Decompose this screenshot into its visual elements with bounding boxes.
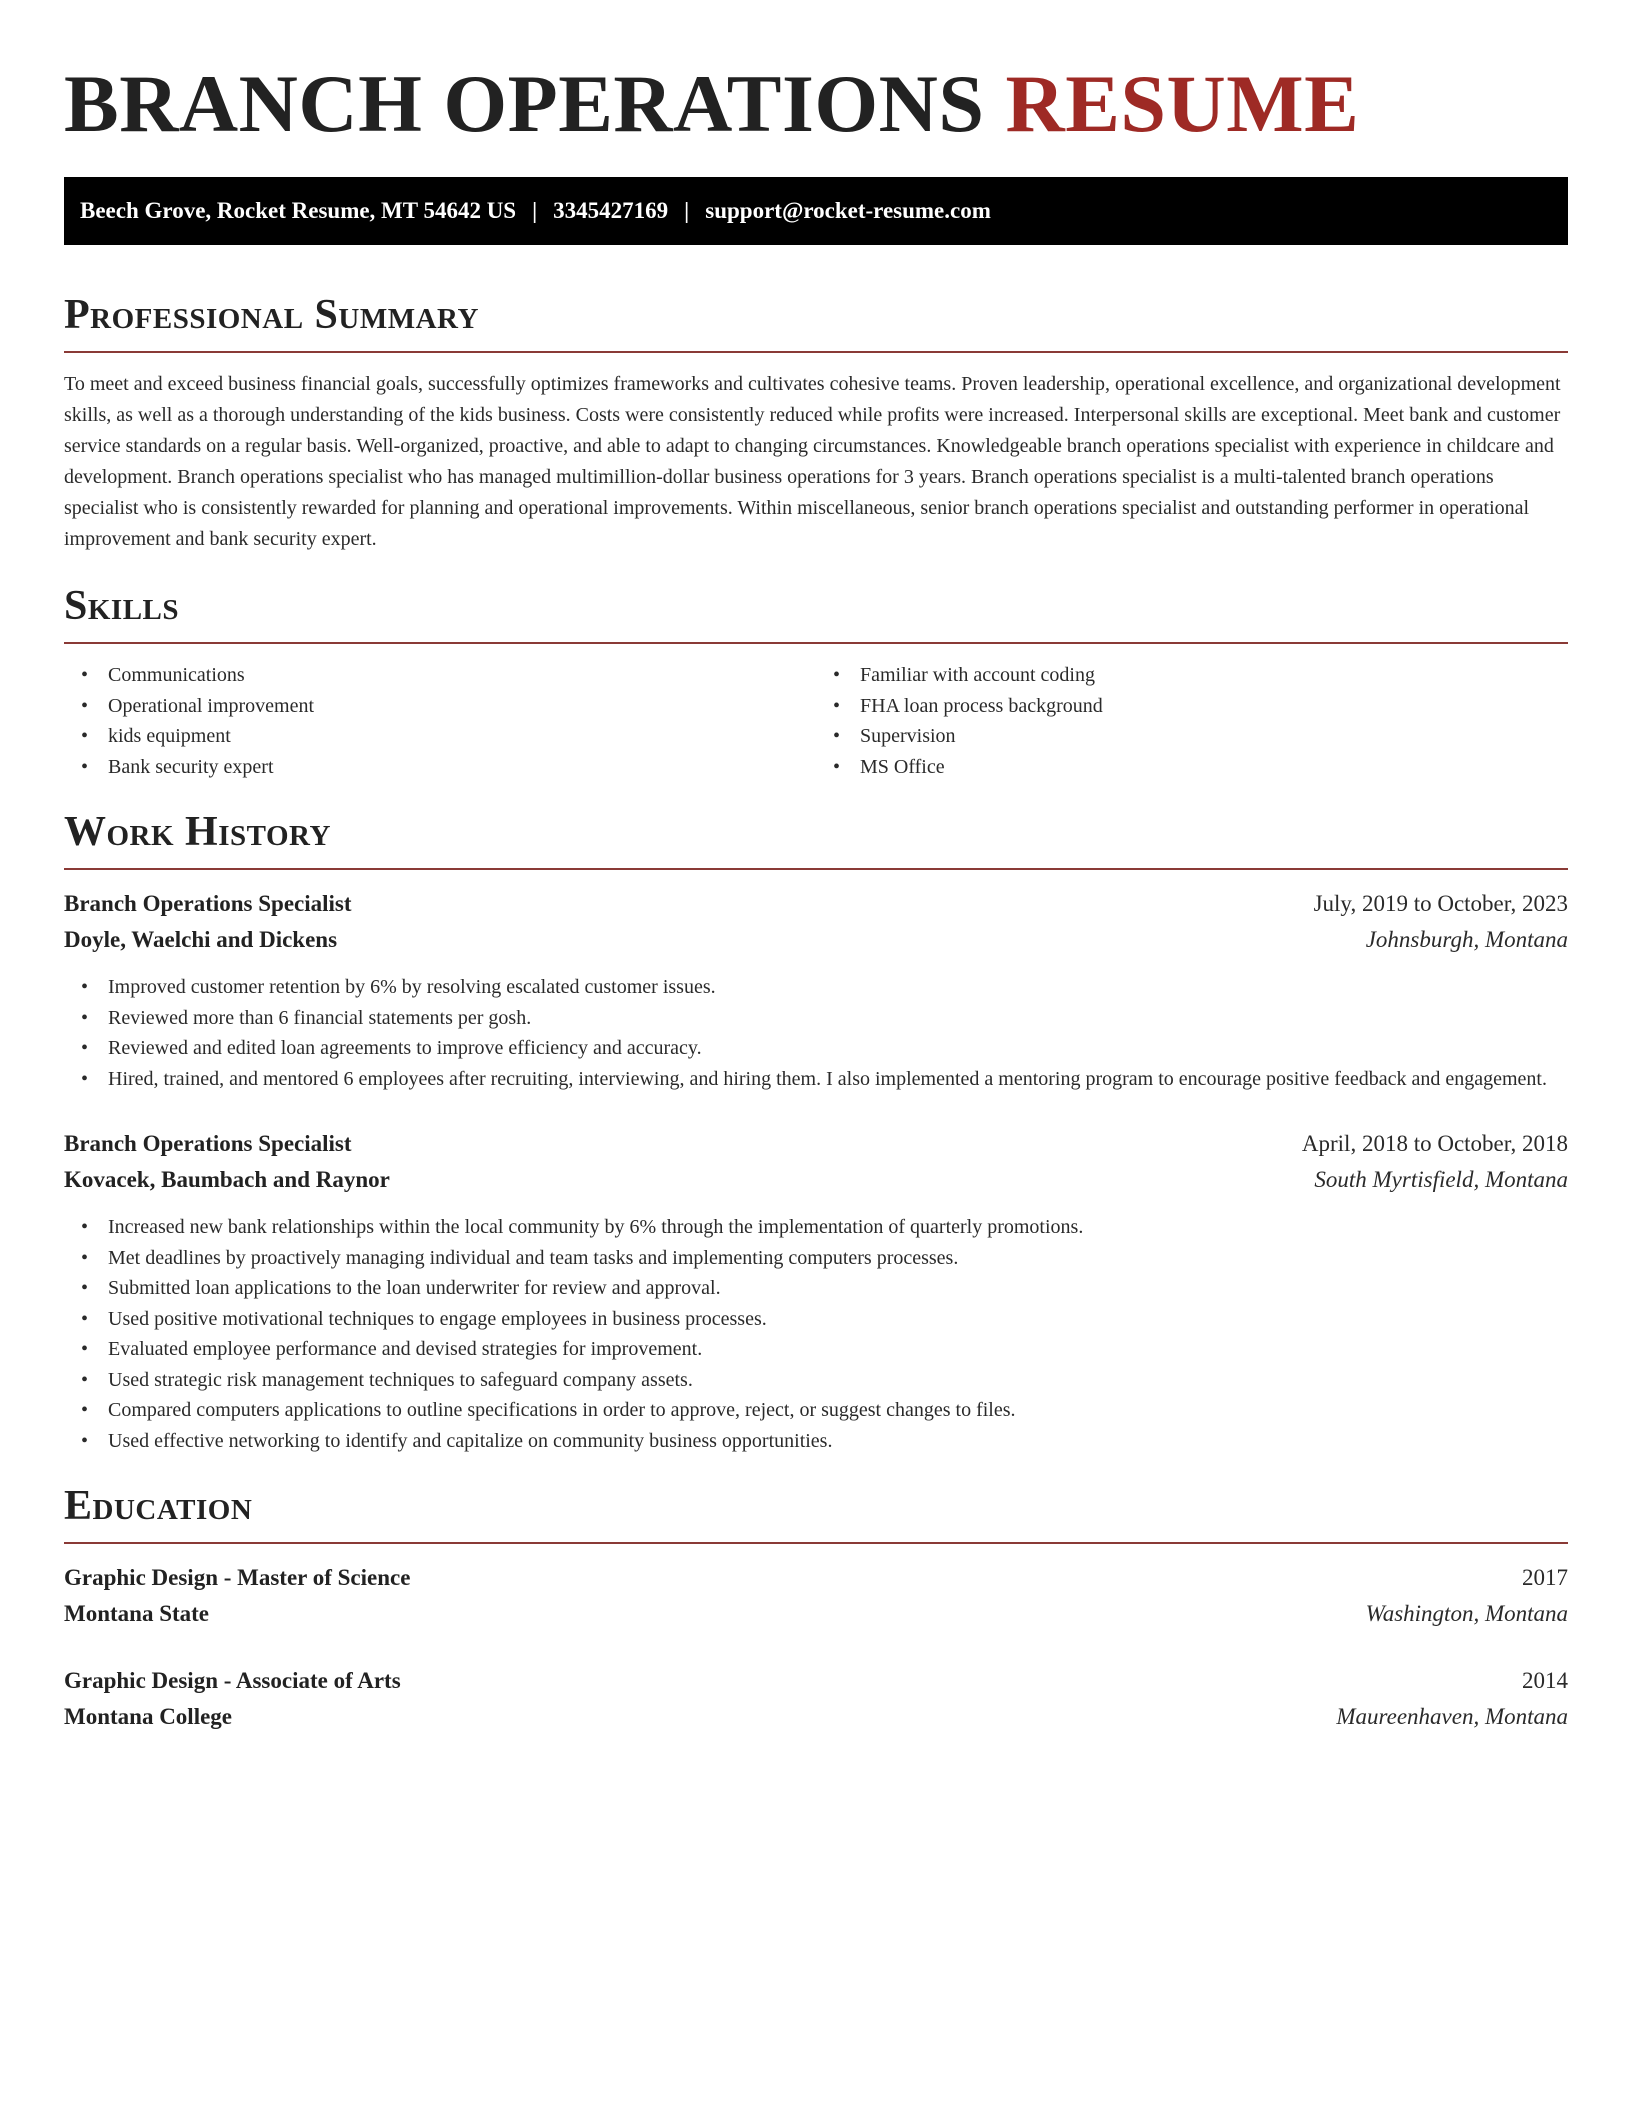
contact-bar xyxy=(64,177,1568,245)
skill-item: • Operational improvement xyxy=(108,691,816,722)
skills-section xyxy=(64,582,1568,782)
skills-column-right xyxy=(816,660,1568,782)
education-school-row xyxy=(64,1699,1568,1735)
skill-item: • Bank security expert xyxy=(108,752,816,783)
education-school-row xyxy=(64,1596,1568,1632)
skill-item: • Familiar with account coding xyxy=(860,660,1568,691)
title-main: BRANCH OPERATIONS xyxy=(64,58,985,149)
job-bullet: • Used strategic risk management techniques to safeguard company assets. xyxy=(108,1365,1568,1396)
job-location: Johnsburgh, Montana xyxy=(1365,927,1568,952)
education-year: 2017 xyxy=(1522,1565,1568,1590)
section-divider xyxy=(64,868,1568,870)
work-history-section xyxy=(64,808,1568,1456)
education-header-row xyxy=(64,1560,1568,1596)
job-title: Branch Operations Specialist xyxy=(64,891,352,916)
job-bullet: • Reviewed and edited loan agreements to improve efficiency and accuracy. xyxy=(108,1033,1568,1064)
summary-text: To meet and exceed business financial goals, successfully optimizes frameworks and cultivates cohesive teams. Proven leadership, operational excellence, and organizational development skills, as well as a thorough understanding of the kids business. Costs were consistently reduced while profits were increased. Interpersonal skills are exceptional. Meet bank and customer service standards on a regular basis. Well-organized, proactive, and able to adapt to changing circumstances. Knowledgeable branch operations specialist with experience in childcare and development. Branch operations specialist who has managed multimillion-dollar business operations for 3 years. Branch operations specialist is a multi-talented branch operations specialist who is consistently rewarded for planning and operational improvements. Within miscellaneous, senior branch operations specialist and outstanding performer in operational improvement and bank security expert. xyxy=(64,373,1561,550)
contact-separator: | xyxy=(532,198,538,223)
job-bullet: • Submitted loan applications to the loan underwriter for review and approval. xyxy=(108,1273,1568,1304)
job-company: Doyle, Waelchi and Dickens xyxy=(64,927,338,952)
job-company-row xyxy=(64,1162,1568,1198)
education-degree: Graphic Design - Master of Science xyxy=(64,1565,411,1590)
job-bullet: • Hired, trained, and mentored 6 employees after recruiting, interviewing, and hiring them. I also implemented a mentoring program to encourage positive feedback and engagement. xyxy=(108,1064,1568,1095)
skill-item: • FHA loan process background xyxy=(860,691,1568,722)
job-dates: April, 2018 to October, 2018 xyxy=(1301,1131,1568,1156)
job-dates: July, 2019 to October, 2023 xyxy=(1313,891,1568,916)
education-entry xyxy=(64,1663,1568,1735)
job-company-row xyxy=(64,922,1568,958)
section-divider xyxy=(64,1542,1568,1544)
education-location: Maureenhaven, Montana xyxy=(1336,1704,1568,1729)
education-header-row xyxy=(64,1663,1568,1699)
job-bullet: • Evaluated employee performance and devised strategies for improvement. xyxy=(108,1334,1568,1365)
skills-grid xyxy=(64,660,1568,782)
education-location: Washington, Montana xyxy=(1365,1601,1568,1626)
job-bullet: • Reviewed more than 6 financial statements per gosh. xyxy=(108,1003,1568,1034)
job-bullets xyxy=(64,972,1568,1094)
education-school: Montana College xyxy=(64,1704,233,1729)
section-divider xyxy=(64,642,1568,644)
job-entry xyxy=(64,886,1568,1094)
title-accent: RESUME xyxy=(1005,58,1360,149)
job-bullets xyxy=(64,1212,1568,1456)
education-school: Montana State xyxy=(64,1601,210,1626)
section-heading-work: Work History xyxy=(64,809,331,855)
skills-column-left xyxy=(64,660,816,782)
section-heading-skills: Skills xyxy=(64,583,180,629)
contact-phone: 3345427169 xyxy=(553,198,669,223)
job-bullet: • Used effective networking to identify and capitalize on community business opportunities. xyxy=(108,1426,1568,1457)
skill-item: • kids equipment xyxy=(108,721,816,752)
job-bullet: • Increased new bank relationships within the local community by 6% through the implementation of quarterly promotions. xyxy=(108,1212,1568,1243)
job-entry xyxy=(64,1126,1568,1456)
section-divider xyxy=(64,351,1568,353)
job-bullet: • Compared computers applications to outline specifications in order to approve, reject, or suggest changes to files. xyxy=(108,1395,1568,1426)
skill-item: • MS Office xyxy=(860,752,1568,783)
skill-item: • Supervision xyxy=(860,721,1568,752)
job-company: Kovacek, Baumbach and Raynor xyxy=(64,1167,390,1192)
education-year: 2014 xyxy=(1522,1668,1568,1693)
job-bullet: • Met deadlines by proactively managing individual and team tasks and implementing computers processes. xyxy=(108,1243,1568,1274)
job-header-row xyxy=(64,886,1568,922)
resume-title xyxy=(64,58,1568,150)
education-degree: Graphic Design - Associate of Arts xyxy=(64,1668,401,1693)
job-header-row xyxy=(64,1126,1568,1162)
job-bullet: • Improved customer retention by 6% by resolving escalated customer issues. xyxy=(108,972,1568,1003)
contact-email: support@rocket-resume.com xyxy=(705,198,991,223)
job-title: Branch Operations Specialist xyxy=(64,1131,352,1156)
education-section xyxy=(64,1482,1568,1735)
skill-item: • Communications xyxy=(108,660,816,691)
education-entry xyxy=(64,1560,1568,1632)
contact-separator: | xyxy=(684,198,690,223)
section-heading-summary: Professional Summary xyxy=(64,292,479,338)
contact-address: Beech Grove, Rocket Resume, MT 54642 US xyxy=(80,198,517,223)
summary-section xyxy=(64,291,1568,555)
job-location: South Myrtisfield, Montana xyxy=(1314,1167,1568,1192)
section-heading-education: Education xyxy=(64,1483,253,1529)
job-bullet: • Used positive motivational techniques to engage employees in business processes. xyxy=(108,1304,1568,1335)
